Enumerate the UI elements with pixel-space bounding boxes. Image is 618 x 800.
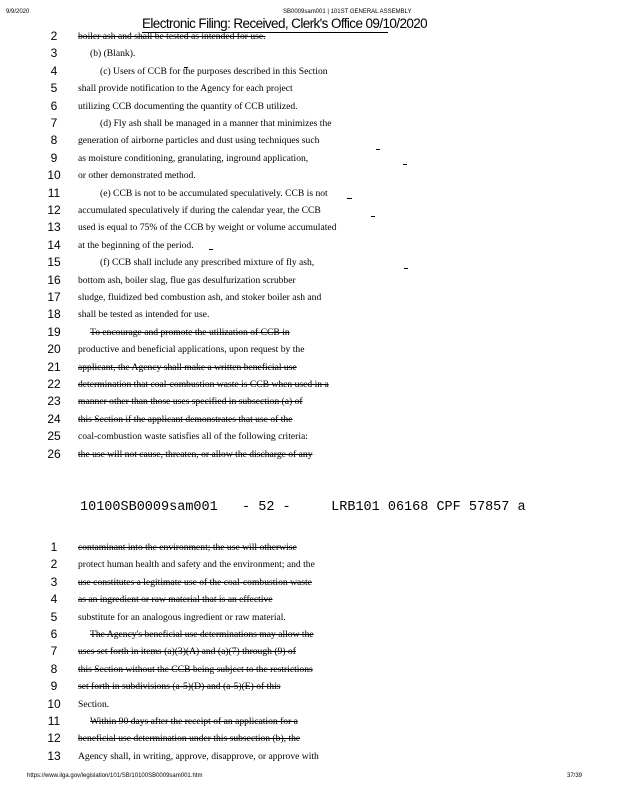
line-number: 14 <box>47 237 61 252</box>
text-line: or other demonstrated method. <box>78 170 196 182</box>
struck-text-line: The Agency's beneficial use determinations may allow the <box>90 629 314 640</box>
line-number: 24 <box>47 411 61 426</box>
underline-marker <box>376 149 380 150</box>
text-line: substitute for an analogous ingredient or raw material. <box>78 611 286 623</box>
line-number: 3 <box>50 574 58 589</box>
line-number: 2 <box>50 557 58 572</box>
line-number: 8 <box>50 133 58 148</box>
line-number: 8 <box>50 661 58 676</box>
text-line: (b) (Blank). <box>90 48 136 60</box>
line-number: 12 <box>47 203 61 217</box>
text-line: sludge, fluidized bed combustion ash, and stoker boiler ash and <box>78 292 322 303</box>
line-number: 4 <box>50 592 58 607</box>
line-number: 7 <box>50 644 58 659</box>
text-line: (c) Users of CCB for the purposes described in this Section <box>100 65 328 77</box>
footer-page-count: 37/39 <box>567 773 583 779</box>
struck-text-line: manner other than those uses specified in subsection (a) of <box>78 396 303 408</box>
text-line: as moisture conditioning, granulating, inground application, <box>78 152 309 164</box>
underline-marker <box>347 198 352 199</box>
print-source: SB0009sam001 | 101ST GENERAL ASSEMBLY <box>283 9 412 15</box>
line-number: 12 <box>47 731 61 746</box>
text-line: Section. <box>78 698 110 710</box>
line-number: 9 <box>50 150 58 165</box>
underline-marker <box>403 164 407 165</box>
struck-text-line: contaminant into the environment; the use will otherwise <box>78 542 297 553</box>
filing-stamp: Electronic Filing: Received, Clerk's Office 09/10/2020 <box>142 16 428 31</box>
line-number: 3 <box>50 46 58 61</box>
line-number: 15 <box>47 255 61 270</box>
text-line: (f) CCB shall include any prescribed mixture of fly ash, <box>100 257 315 269</box>
struck-text-line: Within 90 days after the receipt of an application for a <box>90 716 298 727</box>
line-number: 22 <box>47 377 61 391</box>
line-number: 11 <box>47 714 61 728</box>
line-number: 26 <box>47 446 61 461</box>
struck-text-line: determination that coal-combustion waste is CCB when used in a <box>78 379 329 390</box>
line-number: 1 <box>50 540 58 554</box>
line-number: 9 <box>50 679 58 694</box>
text-line: generation of airborne particles and dust using techniques such <box>78 135 320 147</box>
footer-url: https://www.ilga.gov/legislation/101/SB/10100SB0009sam001.htm <box>27 773 203 779</box>
line-number: 17 <box>47 290 61 304</box>
struck-text-line: this Section if the applicant demonstrates that use of the <box>78 413 293 425</box>
struck-text-line: this Section without the CCB being subject to the restrictions <box>78 663 313 675</box>
page-header: 10100SB0009sam001 - 52 - LRB101 06168 CPF 57857 a <box>80 500 526 515</box>
line-number: 11 <box>47 185 61 200</box>
struck-text-line: beneficial use determination under this subsection (b), the <box>78 733 301 745</box>
underline-marker <box>184 67 188 68</box>
line-number: 10 <box>47 168 61 183</box>
line-number: 7 <box>50 116 58 130</box>
text-line: at the beginning of the period. <box>78 239 194 251</box>
text-line: shall be tested as intended for use. <box>78 309 210 321</box>
line-number: 2 <box>50 29 58 43</box>
line-number: 25 <box>47 429 61 444</box>
struck-text-line: use constitutes a legitimate use of the coal-combustion waste <box>78 576 312 588</box>
text-line: accumulated speculatively if during the calendar year, the CCB <box>78 205 321 216</box>
line-number: 23 <box>47 394 61 409</box>
print-date: 9/9/2020 <box>6 9 30 15</box>
struck-text-line: set forth in subdivisions (a-5)(D) and (a-5)(E) of this <box>78 681 281 693</box>
text-line: used is equal to 75% of the CCB by weight or volume accumulated <box>78 222 337 234</box>
line-number: 13 <box>47 748 61 763</box>
line-number: 20 <box>47 342 61 357</box>
underline-marker <box>404 268 408 269</box>
line-number: 6 <box>50 98 58 113</box>
line-number: 4 <box>50 63 58 78</box>
struck-text-line: applicant, the Agency shall make a written beneficial use <box>78 361 297 373</box>
line-number: 5 <box>50 81 58 96</box>
struck-text-line: uses set forth in items (a)(3)(A) and (a)(7) through (9) of <box>78 646 296 658</box>
struck-text-line: as an ingredient or raw material that is an effective <box>78 594 273 606</box>
text-line: shall provide notification to the Agency for each project <box>78 83 293 95</box>
line-number: 21 <box>47 359 61 374</box>
text-line: coal-combustion waste satisfies all of the following criteria: <box>78 431 308 443</box>
struck-text-line: To encourage and promote the utilization of CCB in <box>90 326 290 338</box>
text-line: (e) CCB is not to be accumulated speculatively. CCB is not <box>100 187 328 199</box>
text-line: productive and beneficial applications, upon request by the <box>78 344 305 356</box>
line-number: 13 <box>47 220 61 235</box>
text-line: Agency shall, in writing, approve, disapprove, or approve with <box>78 750 319 762</box>
line-number: 10 <box>47 696 61 711</box>
struck-text-line: the use will not cause, threaten, or allow the discharge of any <box>78 448 313 460</box>
text-line: protect human health and safety and the environment; and the <box>78 559 315 571</box>
underline-marker <box>209 249 213 250</box>
text-line: bottom ash, boiler slag, flue gas desulfurization scrubber <box>78 274 296 286</box>
underline-marker <box>371 216 375 217</box>
line-number: 18 <box>47 307 61 322</box>
text-line: utilizing CCB documenting the quantity of CCB utilized. <box>78 100 298 112</box>
struck-text-line: boiler ash and shall be tested as intended for use. <box>78 31 266 42</box>
line-number: 6 <box>50 627 58 641</box>
line-number: 19 <box>47 324 61 339</box>
line-number: 5 <box>50 609 58 624</box>
text-line: (d) Fly ash shall be managed in a manner that minimizes the <box>100 118 332 129</box>
line-number: 16 <box>47 272 61 287</box>
